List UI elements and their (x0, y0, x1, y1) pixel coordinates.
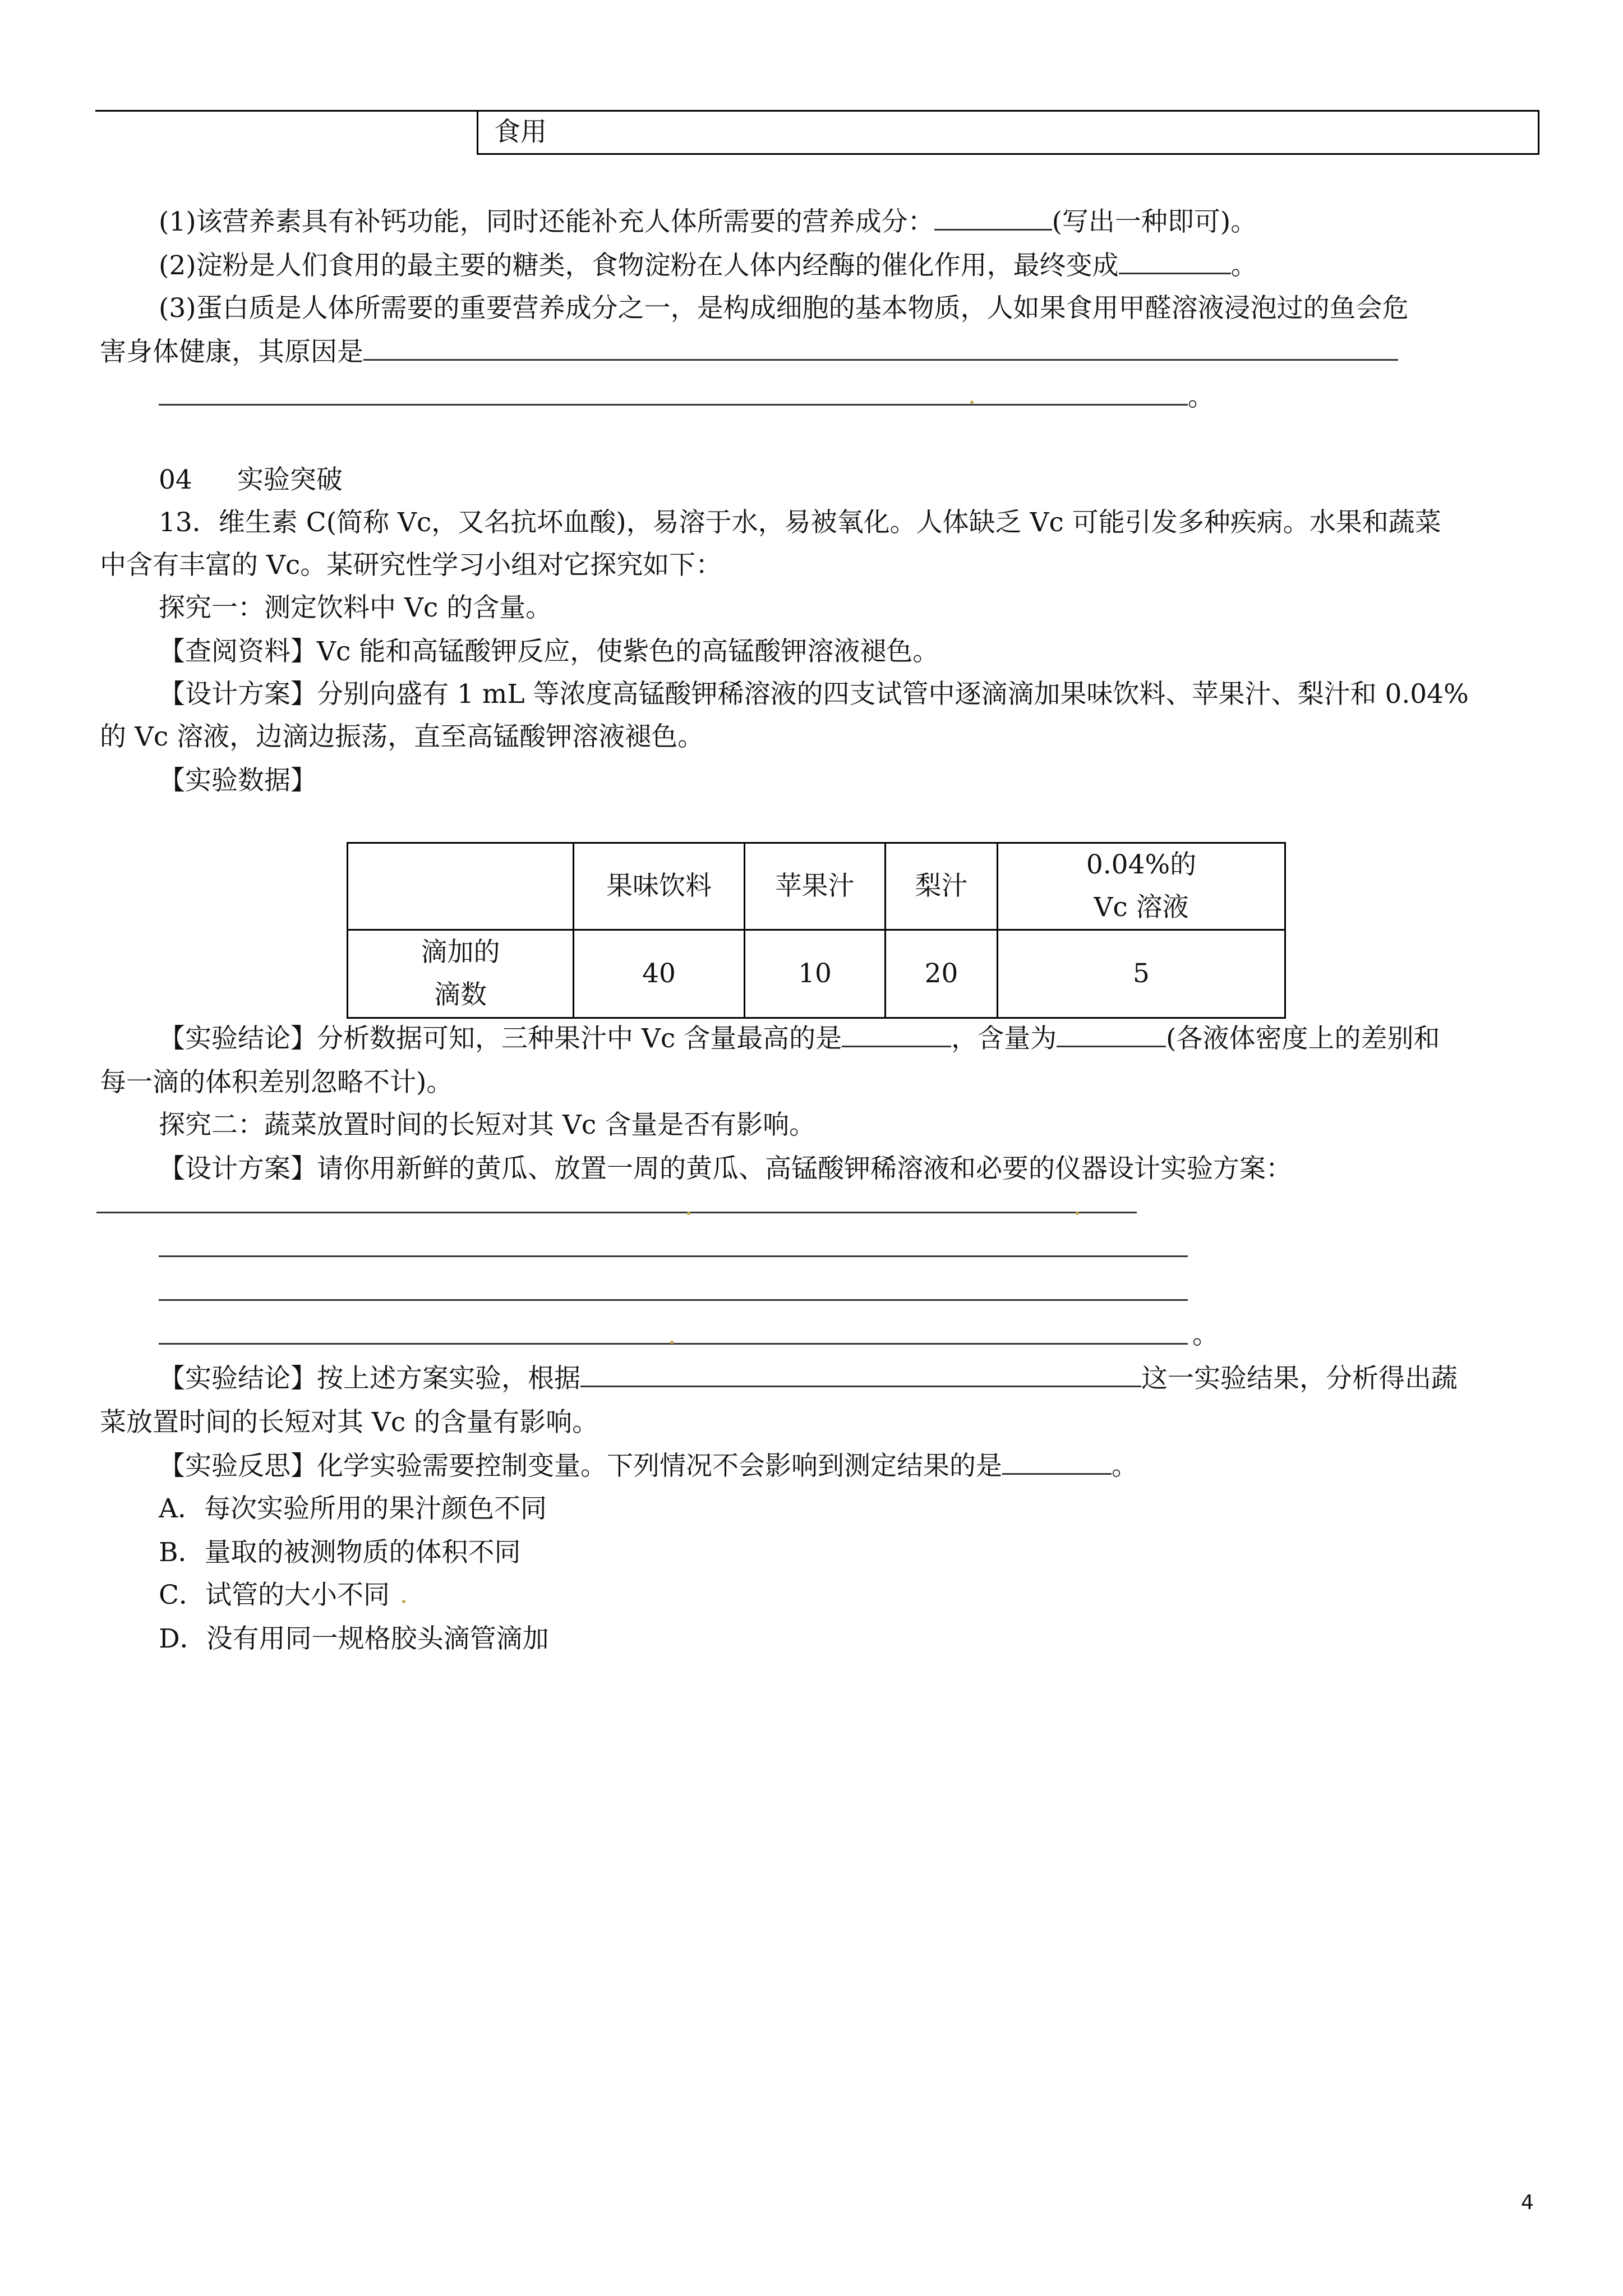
design-plan-line1: 【设计方案】分别向盛有 1 mL 等浓度高锰酸钾稀溶液的四支试管中逐滴滴加果味饮料、苹果汁、梨汁和 0.04% (159, 679, 1469, 710)
reflection: 【实验反思】化学实验需要控制变量。下列情况不会影响到测定结果的是 。 (159, 1451, 1138, 1481)
design-plan-line2: 的 Vc 溶液，边滴边振荡，直至高锰酸钾溶液褪色。 (100, 721, 704, 752)
design-two-period: 。 (1192, 1319, 1219, 1350)
scan-speck (402, 1600, 405, 1603)
scan-speck (670, 1341, 674, 1344)
q13-intro-line1: 13．维生素 C(简称 Vc，又名抗坏血酸)，易溶于水，易被氧化。人体缺乏 Vc 可能引发多种疾病。水果和蔬菜 (159, 507, 1441, 538)
table-cell: 20 (886, 930, 998, 1018)
table-cell: 5 (998, 930, 1285, 1018)
option-a[interactable]: A．每次实验所用的果汁颜色不同 (159, 1493, 547, 1524)
answer-blank[interactable] (363, 338, 1398, 361)
scan-speck (970, 401, 974, 404)
top-table-cell-text: 食用 (494, 117, 547, 148)
explore-one: 探究一：测定饮料中 Vc 的含量。 (159, 592, 552, 623)
q13-intro-line2: 中含有丰富的 Vc。某研究性学习小组对它探究如下： (100, 550, 722, 581)
scan-speck (687, 1212, 690, 1215)
q12-part1: (1)该营养素具有补钙功能，同时还能补充人体所需要的营养成分： (写出一种即可)。 (159, 206, 1257, 237)
table-corner-cell (348, 843, 574, 930)
q12-part3-line3: 。 (159, 381, 1214, 413)
scan-speck (1076, 1212, 1079, 1215)
conclusion-two-line1: 【实验结论】按上述方案实验，根据 这一实验结果，分析得出蔬 (159, 1363, 1458, 1394)
section-number: 04 (159, 464, 192, 495)
data-heading: 【实验数据】 (159, 765, 317, 796)
table-header-pear-juice: 梨汁 (886, 843, 998, 930)
answer-blank[interactable] (1002, 1452, 1112, 1475)
page-number: 4 (1521, 2191, 1534, 2214)
conclusion-two-line2: 菜放置时间的长短对其 Vc 的含量有影响。 (100, 1407, 599, 1438)
answer-line[interactable] (96, 1212, 1137, 1213)
table-header-apple-juice: 苹果汁 (745, 843, 886, 930)
conclusion-one-line2: 每一滴的体积差别忽略不计)。 (100, 1067, 453, 1098)
answer-line[interactable] (159, 1299, 1188, 1301)
table-row (348, 930, 1285, 1018)
table-cell: 40 (574, 930, 745, 1018)
section-title: 实验突破 (237, 464, 343, 495)
q12-part3-line1: (3)蛋白质是人体所需要的重要营养成分之一，是构成细胞的基本物质，人如果食用甲醛溶液浸泡过的鱼会危 (159, 293, 1409, 324)
option-b[interactable]: B．量取的被测物质的体积不同 (159, 1537, 521, 1568)
answer-blank[interactable] (1119, 251, 1231, 274)
answer-line[interactable] (159, 1255, 1188, 1257)
section-heading (159, 464, 343, 496)
answer-blank[interactable] (580, 1364, 1141, 1387)
option-c[interactable]: C．试管的大小不同 (159, 1580, 390, 1611)
option-d[interactable]: D．没有用同一规格胶头滴管滴加 (159, 1623, 549, 1654)
design-plan-two: 【设计方案】请你用新鲜的黄瓜、放置一周的黄瓜、高锰酸钾稀溶液和必要的仪器设计实验方案： (159, 1153, 1292, 1184)
table-row-label: 滴加的 滴数 (348, 930, 574, 1018)
answer-blank[interactable] (1057, 1024, 1166, 1047)
table-header-fruit-drink: 果味饮料 (574, 843, 745, 930)
explore-two: 探究二：蔬菜放置时间的长短对其 Vc 含量是否有影响。 (159, 1110, 816, 1140)
consult-info: 【查阅资料】Vc 能和高锰酸钾反应，使紫色的高锰酸钾溶液褪色。 (159, 636, 939, 667)
q12-part3-line2: 害身体健康，其原因是 (100, 337, 1398, 368)
table-header-row (348, 843, 1285, 930)
answer-blank[interactable] (159, 383, 1188, 406)
q12-part2: (2)淀粉是人们食用的最主要的糖类，食物淀粉在人体内经酶的催化作用，最终变成 。 (159, 250, 1257, 281)
experiment-data-table (347, 842, 1286, 1019)
table-header-vc-solution: 0.04%的 Vc 溶液 (998, 843, 1285, 930)
table-cell: 10 (745, 930, 886, 1018)
top-table-cell (477, 111, 1539, 155)
conclusion-one-line1: 【实验结论】分析数据可知，三种果汁中 Vc 含量最高的是 ，含量为 (各液体密度上的差别和 (159, 1023, 1440, 1054)
answer-blank[interactable] (934, 208, 1052, 231)
answer-blank[interactable] (842, 1024, 951, 1047)
